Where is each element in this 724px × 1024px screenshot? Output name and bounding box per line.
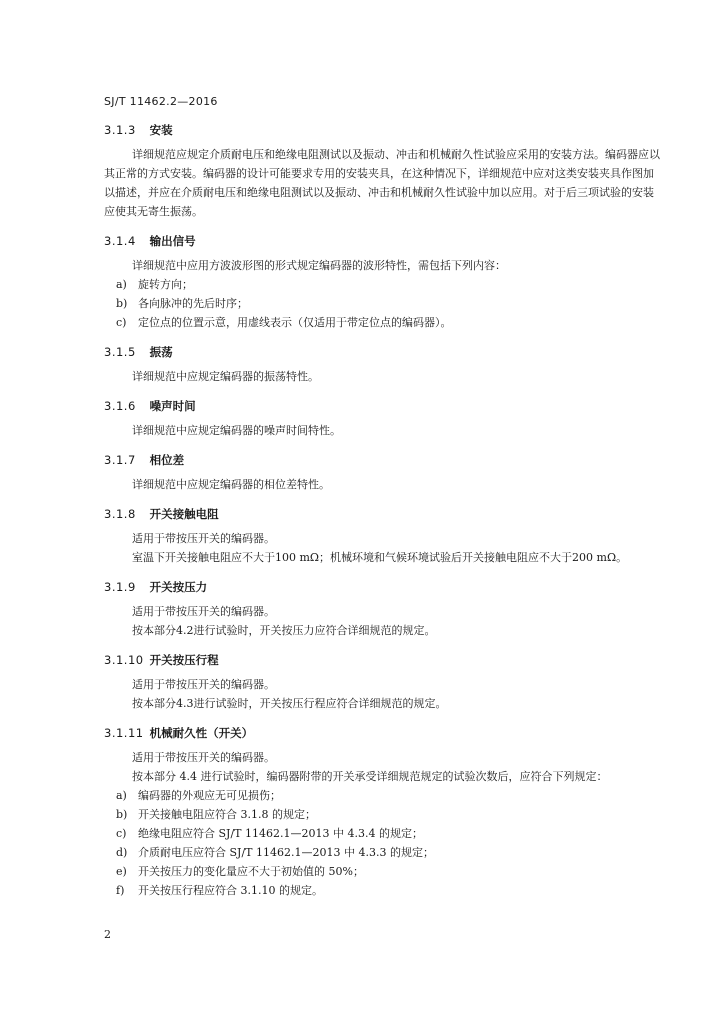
section-3-1-3: [104, 120, 664, 221]
list-item-text: 绝缘电阻应符合 SJ/T 11462.1—2013 中 4.3.4 的规定；: [138, 827, 423, 840]
section-3-1-7: [104, 450, 664, 494]
section-heading: [104, 231, 664, 252]
list-item-label: c): [116, 827, 127, 840]
section-title: 开关按压行程: [149, 653, 219, 667]
section-heading: [104, 120, 664, 141]
list-item: [104, 275, 664, 294]
section-heading: [104, 396, 664, 417]
list-item-label: b): [116, 808, 128, 821]
list-item-label: a): [116, 278, 127, 291]
section-title: 振荡: [149, 345, 173, 359]
list-item-label: e): [116, 865, 127, 878]
section-3-1-11: [104, 723, 664, 900]
list-item: [104, 313, 664, 332]
list-item-text: 编码器的外观应无可见损伤；: [138, 789, 281, 802]
section-3-1-8: [104, 504, 664, 567]
list-item-label: c): [116, 316, 127, 329]
paragraph: 按本部分4.2进行试验时，开关按压力应符合详细规范的规定。: [132, 624, 436, 637]
section-title: 开关按压力: [149, 580, 208, 594]
section-heading: [104, 650, 664, 671]
list-item: [104, 881, 664, 900]
list-item-label: a): [116, 789, 127, 802]
list-item: [104, 862, 664, 881]
section-number: 3.1.4: [104, 234, 136, 248]
list-item-label: b): [116, 297, 128, 310]
list-item: [104, 843, 664, 862]
section-3-1-6: [104, 396, 664, 440]
section-3-1-9: [104, 577, 664, 640]
list-item-text: 各向脉冲的先后时序；: [138, 297, 248, 310]
section-title: 开关接触电阻: [149, 507, 219, 521]
section-title: 相位差: [149, 453, 185, 467]
page-number: 2: [104, 928, 111, 941]
paragraph: 适用于带按压开关的编码器。: [132, 532, 275, 545]
list-item-label: f): [116, 884, 125, 897]
section-number: 3.1.10: [104, 653, 144, 667]
paragraph: 适用于带按压开关的编码器。: [132, 605, 275, 618]
section-heading: [104, 723, 664, 744]
section-heading: [104, 450, 664, 471]
paragraph: 详细规范中应规定编码器的噪声时间特性。: [132, 424, 341, 437]
section-number: 3.1.3: [104, 123, 136, 137]
section-number: 3.1.7: [104, 453, 136, 467]
paragraph: 详细规范中应规定编码器的相位差特性。: [132, 478, 330, 491]
section-3-1-4: [104, 231, 664, 332]
paragraph: 详细规范应规定介质耐电压和绝缘电阻测试以及振动、冲击和机械耐久性试验应采用的安装方法。编码器应以其正常的方式安装。编码器的设计可能要求专用的安装夹具，在这种情况下，详细规范中应对这类安装夹具作图加以描述，并应在介质耐电压和绝缘电阻测试以及振动、冲击和机械耐久性试验中加以应用。对于后三项试验的安装应使其无寄生振荡。: [104, 148, 660, 218]
list-item-text: 介质耐电压应符合 SJ/T 11462.1—2013 中 4.3.3 的规定；: [138, 846, 434, 859]
section-title: 安装: [149, 123, 173, 137]
document-body: [104, 120, 664, 910]
section-heading: [104, 504, 664, 525]
section-title: 机械耐久性（开关）: [149, 726, 254, 740]
list-item: [104, 294, 664, 313]
paragraph: 详细规范中应规定编码器的振荡特性。: [132, 370, 319, 383]
list-item: [104, 805, 664, 824]
section-number: 3.1.6: [104, 399, 136, 413]
list-item: [104, 786, 664, 805]
section-heading: [104, 577, 664, 598]
list-item-text: 开关按压力的变化量应不大于初始值的 50%；: [138, 865, 364, 878]
paragraph: 适用于带按压开关的编码器。: [132, 678, 275, 691]
section-number: 3.1.8: [104, 507, 136, 521]
list-item-text: 开关接触电阻应符合 3.1.8 的规定；: [138, 808, 316, 821]
section-title: 噪声时间: [149, 399, 196, 413]
list-item-text: 定位点的位置示意，用虚线表示（仅适用于带定位点的编码器）。: [138, 316, 452, 329]
paragraph: 室温下开关接触电阻应不大于100 mΩ；机械环境和气候环境试验后开关接触电阻应不大于200 mΩ。: [132, 551, 628, 564]
list-item-text: 开关按压行程应符合 3.1.10 的规定。: [138, 884, 323, 897]
standard-code-header: SJ/T 11462.2—2016: [104, 95, 218, 108]
section-3-1-5: [104, 342, 664, 386]
section-3-1-10: [104, 650, 664, 713]
section-number: 3.1.5: [104, 345, 136, 359]
paragraph: 适用于带按压开关的编码器。: [132, 751, 275, 764]
list-item-text: 旋转方向；: [138, 278, 193, 291]
paragraph: 详细规范中应用方波波形图的形式规定编码器的波形特性，需包括下列内容：: [132, 259, 506, 272]
paragraph: 按本部分4.3进行试验时，开关按压行程应符合详细规范的规定。: [132, 697, 447, 710]
section-number: 3.1.11: [104, 726, 144, 740]
section-title: 输出信号: [149, 234, 196, 248]
list-item-label: d): [116, 846, 128, 859]
paragraph: 按本部分 4.4 进行试验时，编码器附带的开关承受详细规范规定的试验次数后，应符合下列规定：: [132, 770, 608, 783]
section-number: 3.1.9: [104, 580, 136, 594]
section-heading: [104, 342, 664, 363]
list-item: [104, 824, 664, 843]
